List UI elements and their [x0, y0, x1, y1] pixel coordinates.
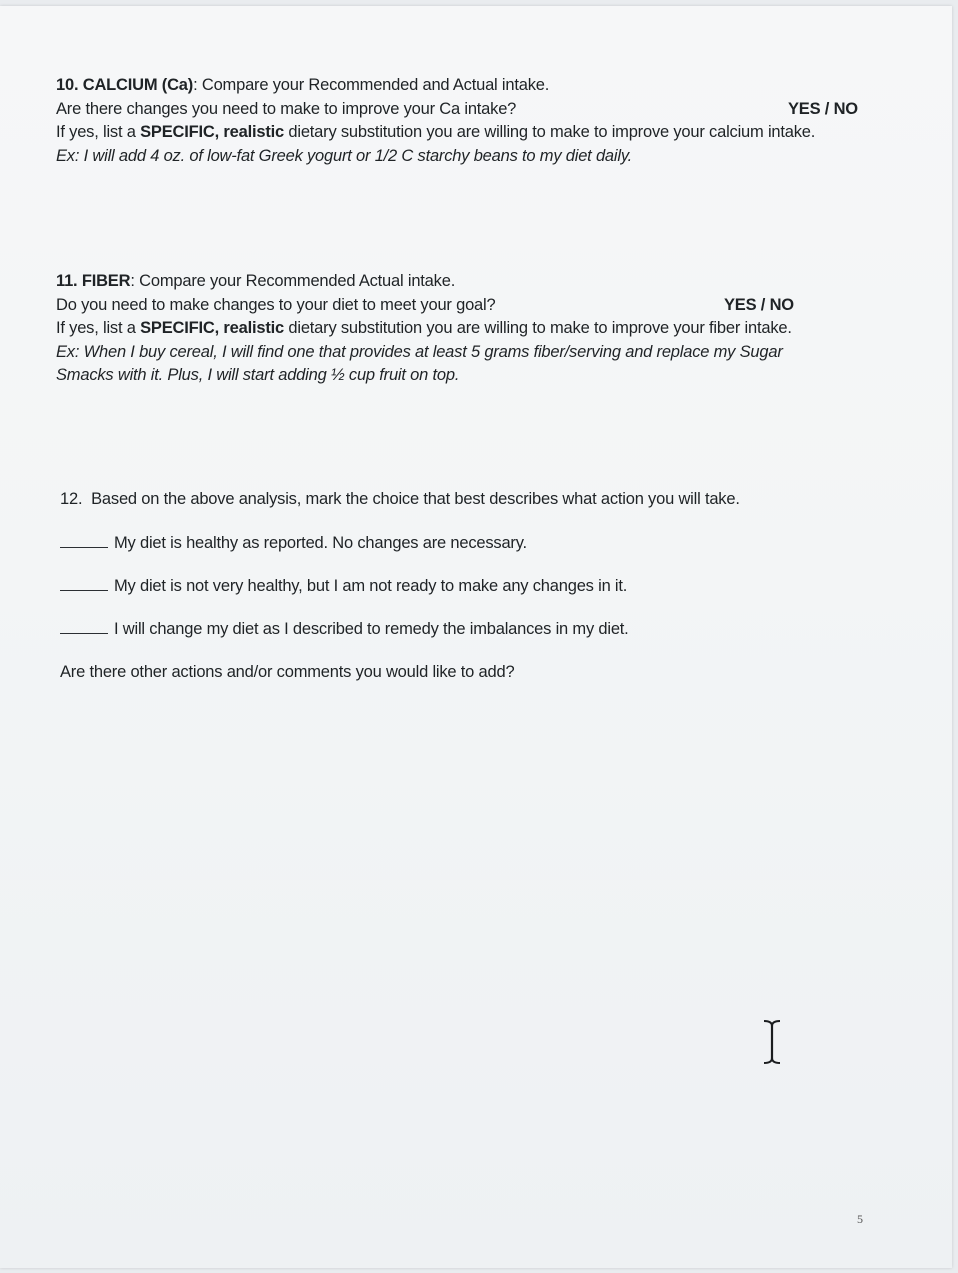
question-10-calcium: [56, 74, 886, 168]
q10-ifyes-pre: If yes, list a: [56, 123, 136, 141]
q11-heading: 11. FIBER: Compare your Recommended Actual intake.: [56, 272, 456, 290]
q12-comments-question: Are there other actions and/or comments you would like to add?: [60, 662, 515, 681]
choice-1-blank[interactable]: [60, 533, 108, 548]
q11-instruction: [56, 317, 836, 341]
q11-ifyes-pre: If yes, list a: [56, 319, 136, 337]
q11-ifyes-post: dietary substitution you are willing to make to improve your fiber intake.: [288, 319, 792, 337]
q11-specific: SPECIFIC,: [140, 319, 220, 337]
choice-2-blank[interactable]: [60, 576, 108, 591]
q12-choice-2: [60, 575, 890, 598]
q10-question: Are there changes you need to make to improve your Ca intake?: [56, 99, 517, 118]
q11-example-line-1: Ex: When I buy cereal, I will find one that provides at least 5 grams fiber/serving and replace my Sugar: [56, 342, 783, 361]
q12-choice-3: [60, 618, 890, 641]
q11-yes-no[interactable]: YES / NO: [724, 295, 794, 314]
q10-question-line: [56, 98, 886, 122]
choice-3-blank[interactable]: [60, 619, 108, 634]
q12-prompt: Based on the above analysis, mark the choice that best describes what action you will take.: [91, 490, 740, 508]
q11-example-line-2: Smacks with it. Plus, I will start adding ½ cup fruit on top.: [56, 366, 460, 384]
q12-number: 12.: [60, 490, 83, 508]
q11-title: FIBER: [81, 272, 131, 290]
choice-3-label: I will change my diet as I described to remedy the imbalances in my diet.: [114, 619, 629, 638]
q10-number: 10.: [56, 76, 79, 94]
q10-realistic: realistic: [223, 123, 284, 141]
text-cursor-icon: [760, 1018, 784, 1066]
q10-prompt: Compare your Recommended and Actual intake.: [201, 76, 550, 94]
document-page: [0, 6, 952, 1268]
question-11-fiber: [56, 270, 886, 388]
q11-realistic: realistic: [223, 319, 284, 337]
choice-1-label: My diet is healthy as reported. No changes are necessary.: [114, 533, 527, 552]
q11-number: 11.: [56, 272, 78, 290]
q10-heading: 10. CALCIUM (Ca): Compare your Recommended and Actual intake.: [56, 76, 550, 94]
q11-question-line: [56, 294, 886, 318]
page-number: 5: [857, 1212, 863, 1226]
q10-instruction: [56, 121, 886, 145]
q11-prompt: Compare your Recommended Actual intake.: [139, 272, 456, 290]
choice-2-label: My diet is not very healthy, but I am not ready to make any changes in it.: [114, 576, 628, 595]
q10-title: CALCIUM (Ca): [82, 76, 194, 94]
question-12-action: [60, 488, 890, 684]
q10-ifyes-post: dietary substitution you are willing to make to improve your calcium intake.: [288, 123, 816, 141]
q10-yes-no[interactable]: YES / NO: [788, 99, 858, 118]
q12-prompt-line: [60, 488, 890, 512]
q11-question: Do you need to make changes to your diet to meet your goal?: [56, 295, 496, 314]
q10-example: Ex: I will add 4 oz. of low-fat Greek yogurt or 1/2 C starchy beans to my diet daily.: [56, 146, 633, 165]
q10-specific: SPECIFIC,: [140, 123, 220, 141]
q12-choice-1: [60, 532, 890, 555]
